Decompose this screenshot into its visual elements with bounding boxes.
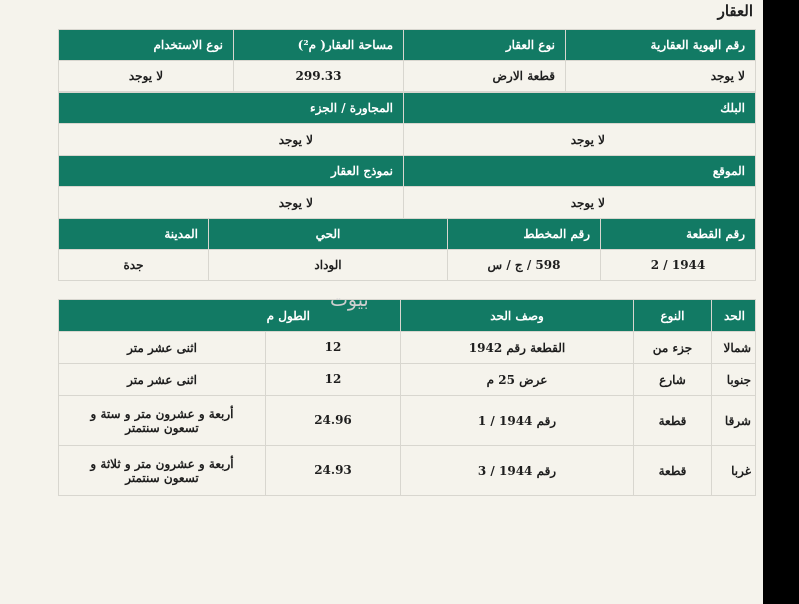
header-city: المدينة: [59, 219, 209, 250]
value-city: جدة: [59, 250, 209, 281]
value-property-area: 299.33: [234, 61, 404, 92]
boundary-type: قطعة: [634, 396, 712, 446]
header-property-type: نوع العقار: [404, 30, 566, 61]
header-plot-number: رقم القطعة: [601, 219, 756, 250]
value-property-id: لا يوجد: [566, 61, 756, 92]
side-margin: [763, 0, 799, 604]
table-row: [59, 396, 756, 446]
boundary-description: عرض 25 م: [401, 364, 634, 396]
boundary-side: شمالا: [712, 332, 756, 364]
header-property-id: رقم الهوية العقارية: [566, 30, 756, 61]
boundary-side: غربا: [712, 446, 756, 496]
boundary-length-text: أربعة و عشرون متر و ستة و تسعون سنتمتر: [90, 406, 234, 435]
value-location: لا يوجد: [404, 187, 756, 219]
boundary-length: 12: [265, 364, 400, 395]
value-property-model: لا يوجد: [59, 187, 404, 219]
header-boundary-description: وصف الحد: [401, 300, 634, 332]
boundary-length: 24.96: [265, 396, 400, 445]
value-neighbourhood-part: لا يوجد: [59, 124, 404, 156]
header-neighbourhood-part: المجاورة / الجزء: [59, 93, 404, 124]
boundary-description: القطعة رقم 1942: [401, 332, 634, 364]
boundary-type: جزء من: [634, 332, 712, 364]
value-property-type: قطعة الارض: [404, 61, 566, 92]
boundary-description: رقم 1944 / 3: [401, 446, 634, 496]
value-plan-number: 598 / ج / س: [448, 250, 601, 281]
section-title: العقار: [717, 2, 753, 20]
boundary-length-text: اثنى عشر متر: [127, 340, 197, 355]
watermark-logo: بيوت: [330, 289, 369, 311]
boundary-length: 24.93: [265, 446, 400, 495]
value-usage-type: لا يوجد: [59, 61, 234, 92]
boundary-type: شارع: [634, 364, 712, 396]
table-row: [59, 446, 756, 496]
header-property-area: مساحة العقار( م²): [234, 30, 404, 61]
boundary-side: شرقا: [712, 396, 756, 446]
header-property-model: نموذج العقار: [59, 156, 404, 187]
header-boundary-side: الحد: [712, 300, 756, 332]
table-row: [59, 364, 756, 396]
table-row: [59, 332, 756, 364]
header-usage-type: نوع الاستخدام: [59, 30, 234, 61]
header-location: الموقع: [404, 156, 756, 187]
boundary-type: قطعة: [634, 446, 712, 496]
boundary-description: رقم 1944 / 1: [401, 396, 634, 446]
boundary-length-text: أربعة و عشرون متر و ثلاثة و تسعون سنتمتر: [90, 456, 234, 485]
boundary-length-text: اثنى عشر متر: [127, 372, 197, 387]
header-boundary-length: الطول م: [59, 300, 401, 332]
boundary-length: 12: [265, 332, 400, 363]
plot-address-table: [58, 218, 756, 281]
boundaries-table: [58, 299, 756, 496]
header-district: الحي: [209, 219, 448, 250]
value-plot-number: 1944 / 2: [601, 250, 756, 281]
block-location-table: [58, 92, 756, 219]
boundary-side: جنوبا: [712, 364, 756, 396]
value-block: لا يوجد: [404, 124, 756, 156]
property-info-table: [58, 29, 756, 92]
header-plan-number: رقم المخطط: [448, 219, 601, 250]
header-block: البلك: [404, 93, 756, 124]
value-district: الوداد: [209, 250, 448, 281]
header-boundary-type: النوع: [634, 300, 712, 332]
